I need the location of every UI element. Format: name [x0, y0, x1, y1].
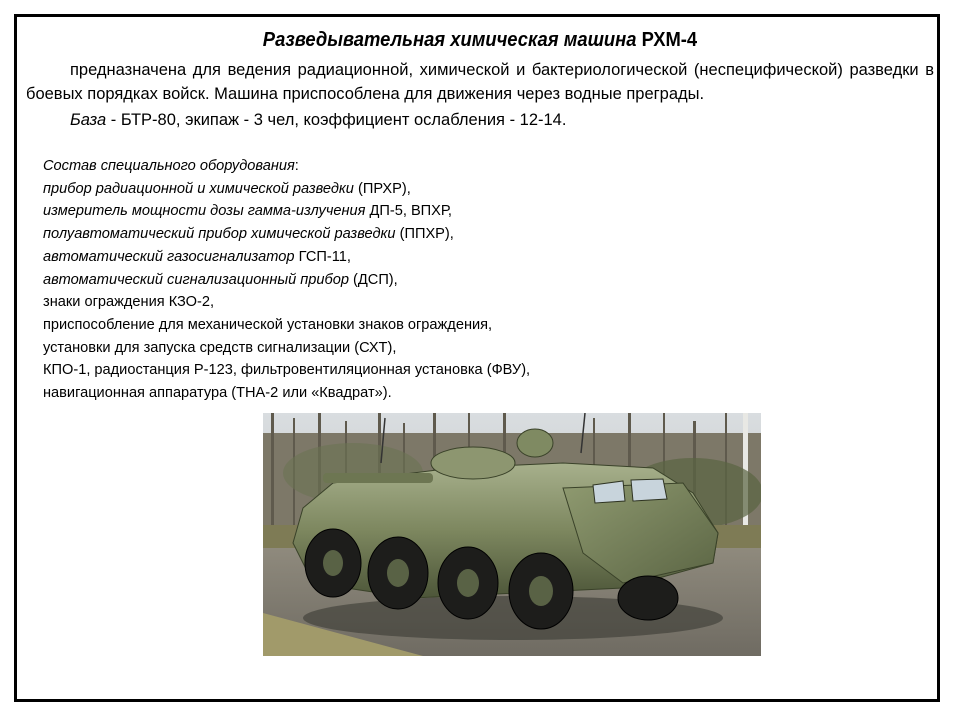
equipment-item: КПО-1, радиостанция Р-123, фильтровентиляционная установка (ФВУ),: [43, 362, 531, 379]
base-line: [70, 109, 566, 131]
equipment-item: знаки ограждения КЗО-2,: [43, 294, 215, 311]
equipment-heading: Состав специального оборудования:: [43, 158, 299, 174]
slide-title: [38, 29, 921, 52]
intro-paragraph: [26, 58, 934, 106]
equipment-heading-text: Состав специального оборудования: [43, 158, 295, 174]
base-label: База: [70, 111, 107, 129]
equipment-item: автоматический газосигнализатор ГСП-11,: [43, 248, 351, 265]
equipment-list: [43, 155, 643, 405]
base-text: - БТР-80, экипаж - 3 чел, коэффициент ослабления - 12-14.: [106, 111, 567, 129]
equipment-item: установки для запуска средств сигнализации (СХТ),: [43, 339, 397, 356]
equipment-item: автоматический сигнализационный прибор (ДСП),: [43, 271, 398, 288]
equipment-item: измеритель мощности дозы гамма-излучения ДП-5, ВПХР,: [43, 203, 452, 220]
equipment-item: прибор радиационной и химической разведки (ПРХР),: [43, 180, 411, 197]
armored-vehicle-photo: [263, 413, 761, 656]
equipment-item: навигационная аппаратура (ТНА-2 или «Квадрат»).: [43, 385, 392, 402]
intro-text: предназначена для ведения радиационной, химической и бактериологической (неспецифической) разведки в боевых порядках войск. Машина приспособлена для движения через водные преграды.: [26, 61, 934, 103]
equipment-item: полуавтоматический прибор химической разведки (ППХР),: [43, 226, 454, 243]
title-italic: Разведывательная химическая машина: [262, 29, 637, 51]
equipment-item: приспособление для механической установки знаков ограждения,: [43, 316, 493, 333]
title-model: РХМ-4: [641, 29, 698, 51]
